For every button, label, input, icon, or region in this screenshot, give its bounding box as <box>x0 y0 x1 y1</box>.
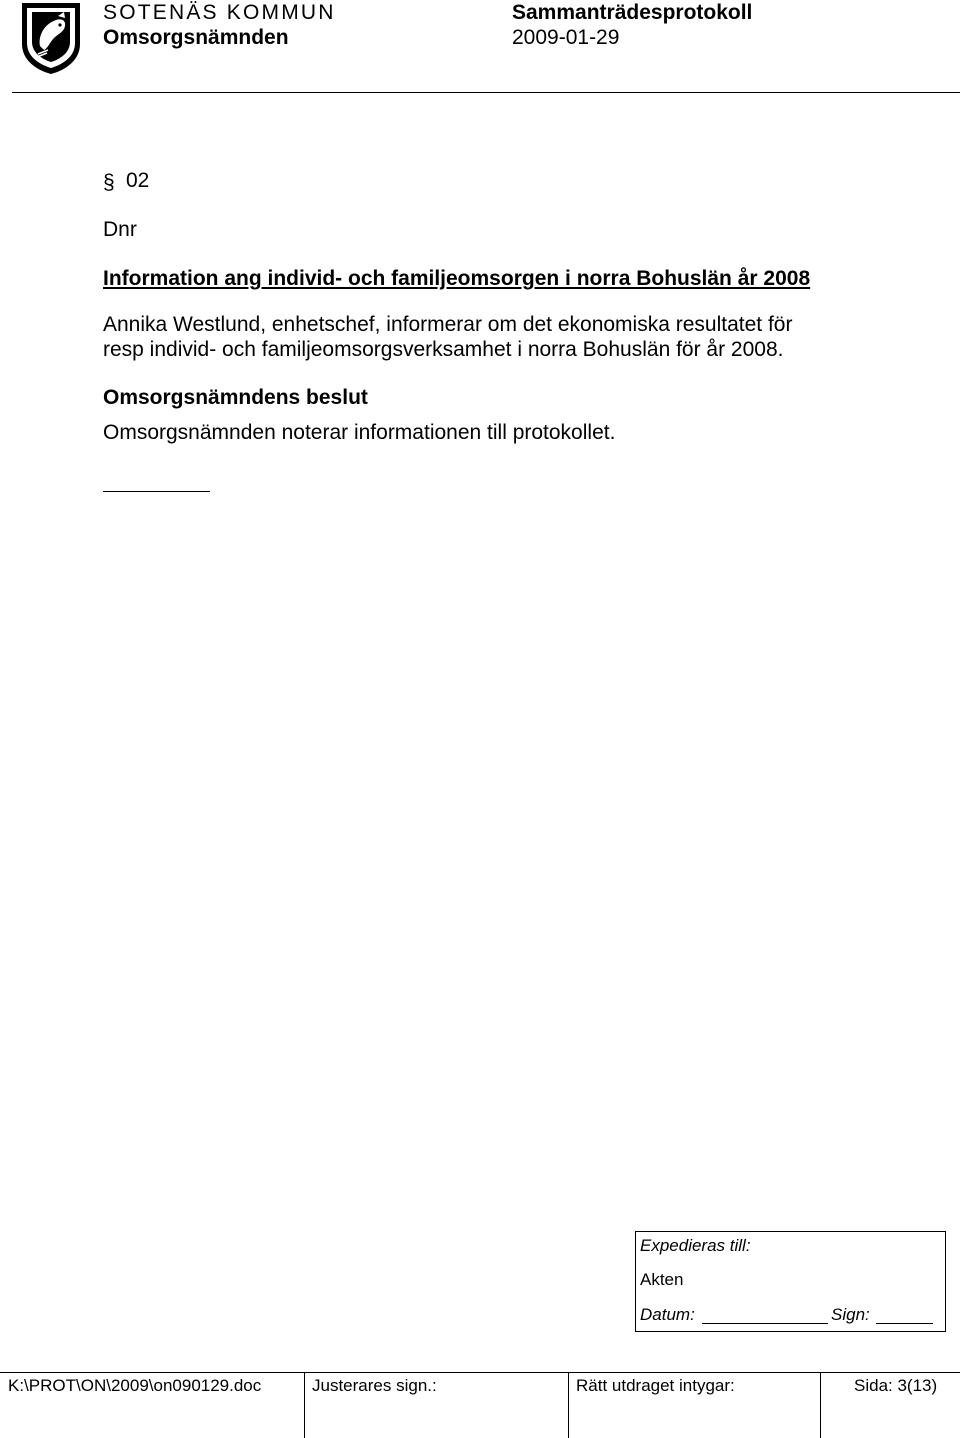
expedition-sign-line <box>876 1323 933 1324</box>
organization-name: SOTENÄS KOMMUN <box>103 1 336 24</box>
footer-separator <box>820 1373 821 1438</box>
footer-adjuster-label: Justerares sign.: <box>312 1376 437 1395</box>
decision-text: Omsorgsnämnden noterar informationen till protokollet. <box>103 421 616 444</box>
footer-divider <box>0 1372 960 1373</box>
expedition-date-label: Datum: <box>640 1305 695 1324</box>
committee-name: Omsorgsnämnden <box>103 26 289 49</box>
item-body <box>103 312 903 362</box>
footer-certified-label: Rätt utdraget intygar: <box>576 1376 735 1395</box>
decision-heading: Omsorgsnämndens beslut <box>103 386 368 409</box>
municipal-crest-icon <box>18 0 84 76</box>
dnr-label: Dnr <box>103 218 137 241</box>
document-type: Sammanträdesprotokoll <box>512 1 753 24</box>
section-number: 02 <box>126 169 150 192</box>
section-symbol: § <box>103 171 115 194</box>
header-divider <box>12 92 960 93</box>
footer-separator <box>304 1373 305 1438</box>
expedition-title: Expedieras till: <box>640 1236 751 1255</box>
body-line: resp individ- och familjeomsorgsverksamhet i norra Bohuslän för år 2008. <box>103 338 784 361</box>
expedition-sign-label: Sign: <box>831 1305 870 1324</box>
item-subject: Information ang individ- och familjeomsorgen i norra Bohuslän år 2008 <box>103 267 811 290</box>
footer-separator <box>568 1373 569 1438</box>
meeting-date: 2009-01-29 <box>512 26 620 49</box>
expedition-date-line <box>702 1323 828 1324</box>
body-line: Annika Westlund, enhetschef, informerar om det ekonomiska resultatet för <box>103 313 793 336</box>
footer-page-number: Sida: 3(13) <box>854 1376 938 1395</box>
expedition-recipient: Akten <box>640 1270 684 1289</box>
item-end-rule <box>103 491 210 492</box>
footer-file-path: K:\PROT\ON\2009\on090129.doc <box>8 1376 262 1395</box>
